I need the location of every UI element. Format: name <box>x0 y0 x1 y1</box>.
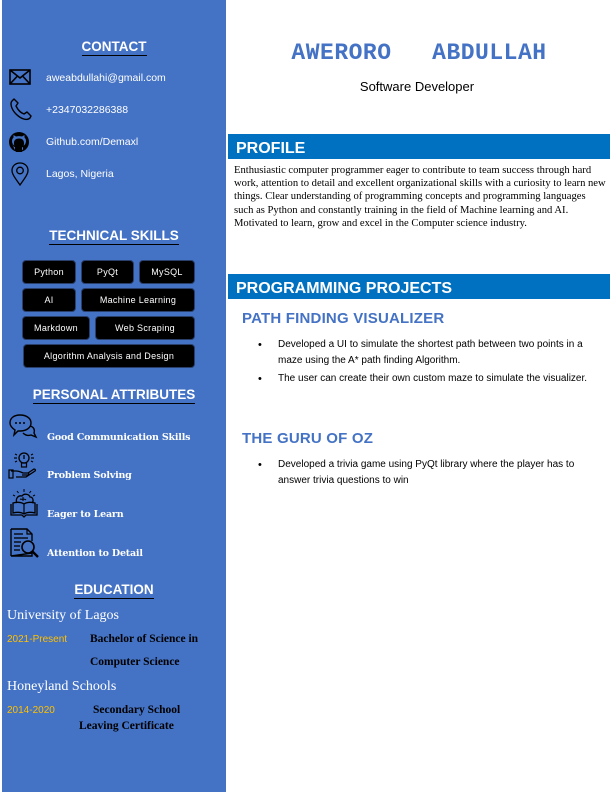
school-name: University of Lagos <box>7 608 119 623</box>
contact-email-text[interactable]: aweabdullahi@gmail.com <box>46 72 166 84</box>
skill-pill: Python <box>22 260 76 284</box>
contact-email <box>8 66 223 90</box>
personal-attributes-heading: PERSONAL ATTRIBUTES <box>32 387 196 402</box>
attribute-text: Good Communication Skills <box>47 432 191 443</box>
document-magnifier-icon <box>8 527 40 559</box>
attribute-attention-to-detail <box>8 527 223 561</box>
skill-pill: Web Scraping <box>95 316 195 340</box>
education-degree: Bachelor of Science in <box>90 633 199 645</box>
education-years: 2014-2020 <box>7 705 55 716</box>
contact-github-text[interactable]: Github.com/Demaxl <box>46 136 139 148</box>
attribute-eager-to-learn <box>8 488 223 522</box>
lightbulb-hand-icon <box>8 449 40 481</box>
education-degree: Secondary School <box>93 704 181 716</box>
contact-phone <box>8 98 223 122</box>
contact-location <box>8 162 223 186</box>
contact-phone-text[interactable]: +2347032286388 <box>46 104 129 116</box>
project-bullets <box>258 457 603 491</box>
profile-text: Enthusiastic computer programmer eager to contribute to team success through hard work, attention to detail and excellent organizational skills with a curiosity to learn new things. Clear understanding of programming concepts and programming languages such as Python and constantly training in the field of Machine learning and AI. Motivated to learn, grow and excel in the Computer science industry. <box>234 165 606 229</box>
project-bullets <box>258 337 603 389</box>
phone-icon <box>8 98 34 122</box>
skill-pill: Algorithm Analysis and Design <box>23 344 195 368</box>
contact-heading: CONTACT <box>81 39 147 54</box>
job-title: Software Developer <box>359 79 475 94</box>
profile-heading: PROFILE <box>228 134 610 159</box>
skill-pill: Markdown <box>22 316 90 340</box>
github-icon <box>8 130 34 154</box>
attribute-communication <box>8 411 223 445</box>
sidebar <box>2 0 226 792</box>
education-degree: Leaving Certificate <box>79 720 174 732</box>
contact-github <box>8 130 223 154</box>
skill-pill: MySQL <box>139 260 195 284</box>
project-title: PATH FINDING VISUALIZER <box>242 310 445 327</box>
skill-pill: AI <box>22 288 76 312</box>
brain-book-icon <box>8 488 40 520</box>
project-title: THE GURU OF OZ <box>242 430 374 447</box>
skill-pill: PyQt <box>81 260 134 284</box>
school-name: Honeyland Schools <box>7 679 117 694</box>
education-years: 2021-Present <box>7 634 68 645</box>
speech-bubbles-icon <box>8 411 40 443</box>
attribute-problem-solving <box>8 449 223 483</box>
attribute-text: Eager to Learn <box>47 509 124 520</box>
skill-pill: Machine Learning <box>81 288 195 312</box>
project-bullet: • Developed a UI to simulate the shortest path between two points in a maze using the A* path finding Algorithm. <box>258 337 603 369</box>
technical-skills-heading: TECHNICAL SKILLS <box>49 228 179 243</box>
location-pin-icon <box>8 162 34 186</box>
contact-location-text: Lagos, Nigeria <box>46 168 114 180</box>
project-bullet: • The user can create their own custom maze to simulate the visualizer. <box>258 371 603 387</box>
education-degree: Computer Science <box>90 656 180 668</box>
education-heading: EDUCATION <box>74 582 154 597</box>
envelope-icon <box>8 66 34 90</box>
project-bullet: • Developed a trivia game using PyQt library where the player has to answer trivia questions to win <box>258 457 603 489</box>
projects-heading: PROGRAMMING PROJECTS <box>228 274 610 299</box>
full-name: AWERORO ABDULLAH <box>291 40 547 66</box>
attribute-text: Attention to Detail <box>47 548 143 559</box>
attribute-text: Problem Solving <box>47 470 132 481</box>
